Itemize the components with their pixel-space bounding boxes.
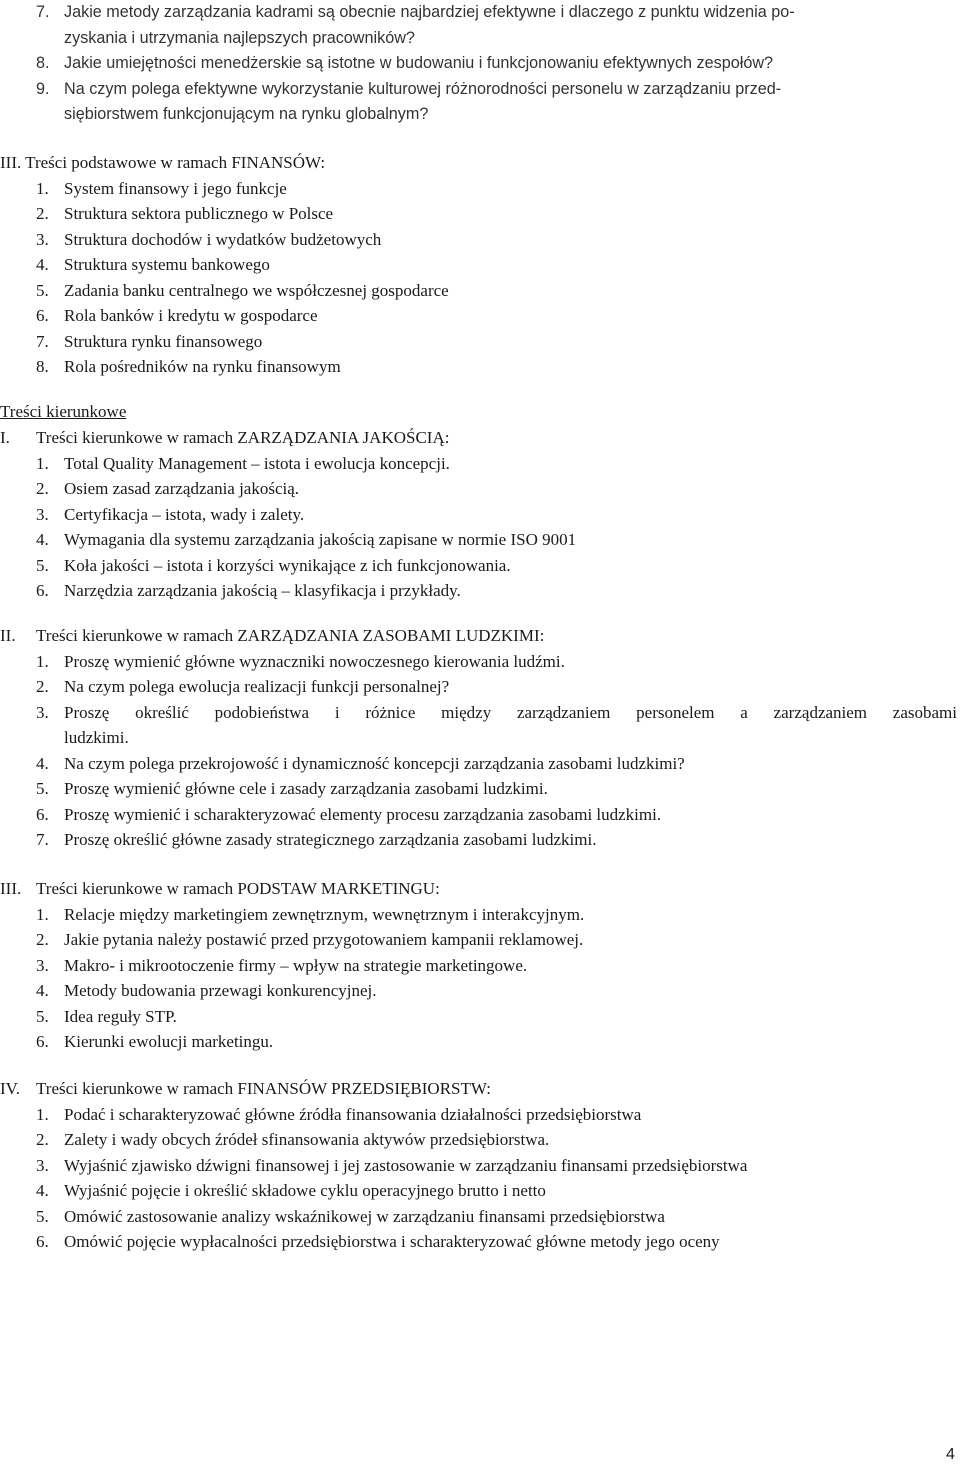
- list-item: [0, 953, 960, 979]
- item-text: Jakie pytania należy postawić przed przygotowaniem kampanii reklamowej.: [64, 930, 584, 949]
- list-item: [0, 1153, 960, 1179]
- list-item: [0, 502, 960, 528]
- list-item: [0, 252, 960, 278]
- item-number: 2.: [36, 204, 49, 223]
- item-number: 4.: [36, 981, 49, 1000]
- item-text: System finansowy i jego funkcje: [64, 178, 287, 198]
- list-item: [0, 751, 960, 777]
- list-item: [0, 802, 960, 828]
- list-item: [0, 227, 960, 253]
- section-heading: [0, 1076, 960, 1102]
- section-roman: I.: [0, 428, 10, 447]
- section-heading-text: Treści kierunkowe w ramach FINANSÓW PRZEDSIĘBIORSTW:: [36, 1079, 492, 1098]
- section-heading-text: Treści kierunkowe w ramach ZARZĄDZANIA ZASOBAMI LUDZKIMI:: [36, 626, 545, 645]
- item-text: Narzędzia zarządzania jakością – klasyfikacja i przykłady.: [64, 581, 461, 600]
- item-text: Jakie metody zarządzania kadrami są obecnie najbardziej efektywne i dlaczego z punktu widzenia po-: [64, 3, 795, 21]
- item-text: Omówić zastosowanie analizy wskaźnikowej w zarządzaniu finansami przedsiębiorstwa: [64, 1206, 665, 1226]
- list-item: [0, 1004, 960, 1030]
- item-number: 1.: [36, 651, 49, 671]
- item-number: 6.: [36, 581, 49, 600]
- item-number: 4.: [36, 255, 49, 274]
- item-number: 7.: [36, 331, 49, 351]
- list-item: [0, 902, 960, 928]
- list-item: [0, 451, 960, 477]
- section-heading: [0, 876, 960, 902]
- item-number: 5.: [36, 779, 49, 798]
- item-number: 4.: [36, 530, 49, 549]
- list-item: [0, 1204, 960, 1230]
- section-heading: [0, 150, 960, 176]
- item-number: 1.: [36, 453, 49, 473]
- list-item: [0, 476, 960, 502]
- item-number: 3.: [36, 702, 49, 722]
- page-number: 4: [946, 1446, 955, 1463]
- item-text: Metody budowania przewagi konkurencyjnej.: [64, 981, 377, 1000]
- item-text: Certyfikacja – istota, wady i zalety.: [64, 504, 305, 524]
- list-item: [0, 1102, 960, 1128]
- item-text: Zadania banku centralnego we współczesnej gospodarce: [64, 280, 449, 300]
- item-number: 9.: [36, 79, 50, 98]
- item-number: 7.: [36, 3, 50, 21]
- item-text: Struktura dochodów i wydatków budżetowych: [64, 229, 382, 249]
- item-text: Proszę wymienić główne wyznaczniki nowoczesnego kierowania ludźmi.: [64, 651, 565, 671]
- list-item-continuation: [0, 725, 960, 751]
- item-text: Podać i scharakteryzować główne źródła finansowania działalności przedsiębiorstwa: [64, 1104, 642, 1124]
- item-text: Proszę wymienić główne cele i zasady zarządzania zasobami ludzkimi.: [64, 779, 548, 798]
- item-text: Proszę wymienić i scharakteryzować elementy procesu zarządzania zasobami ludzkimi.: [64, 804, 662, 824]
- list-item: [0, 51, 960, 77]
- item-number: 5.: [36, 1006, 49, 1026]
- item-number: 6.: [36, 804, 49, 824]
- list-item-continuation: [0, 102, 960, 128]
- list-item: [0, 1229, 960, 1255]
- item-number: 2.: [36, 930, 49, 949]
- top-questions: [0, 0, 960, 128]
- item-number: 4.: [36, 1181, 49, 1200]
- section-marketing: [0, 876, 960, 1055]
- item-number: 2.: [36, 479, 49, 498]
- list-item-continuation: [0, 26, 960, 52]
- item-text: Rola pośredników na rynku finansowym: [64, 357, 341, 376]
- section-heading: [0, 425, 960, 451]
- list-item: [0, 1178, 960, 1204]
- item-number: 5.: [36, 1206, 49, 1226]
- list-item: [0, 303, 960, 329]
- item-number: 5.: [36, 280, 49, 300]
- section-heading-text: III. Treści podstawowe w ramach FINANSÓW:: [0, 153, 326, 172]
- list-item: [0, 1029, 960, 1055]
- item-text: zyskania i utrzymania najlepszych pracowników?: [64, 28, 415, 47]
- list-item: [0, 1127, 960, 1153]
- item-number: 1.: [36, 178, 49, 198]
- item-text: Proszę określić podobieństwa i różnice między zarządzaniem personelem a zarządzaniem zasobami: [64, 702, 957, 722]
- item-text: Na czym polega efektywne wykorzystanie kulturowej różnorodności personelu w zarządzaniu przed-: [64, 79, 782, 98]
- item-text: Idea reguły STP.: [64, 1006, 177, 1026]
- item-text: Osiem zasad zarządzania jakością.: [64, 479, 300, 498]
- item-text: Omówić pojęcie wypłacalności przedsiębiorstwa i scharakteryzować główne metody jego oceny: [64, 1232, 720, 1251]
- section-quality: [0, 425, 960, 604]
- item-text: Na czym polega ewolucja realizacji funkcji personalnej?: [64, 677, 450, 696]
- item-text: Proszę określić główne zasady strategicznego zarządzania zasobami ludzkimi.: [64, 830, 597, 849]
- list-item: [0, 776, 960, 802]
- list-item: [0, 0, 960, 26]
- item-number: 3.: [36, 229, 49, 249]
- item-number: 8.: [36, 357, 49, 376]
- item-text: Wymagania dla systemu zarządzania jakością zapisane w normie ISO 9001: [64, 530, 577, 549]
- list-item: [0, 700, 960, 726]
- item-text: siębiorstwem funkcjonującym na rynku globalnym?: [64, 105, 429, 123]
- item-text: Jakie umiejętności menedżerskie są istotne w budowaniu i funkcjonowaniu efektywnych zespołów?: [64, 54, 774, 72]
- item-text: Total Quality Management – istota i ewolucja koncepcji.: [64, 453, 450, 473]
- section-heading-text: Treści kierunkowe w ramach PODSTAW MARKETINGU:: [36, 879, 440, 898]
- item-number: 7.: [36, 830, 49, 849]
- item-number: 8.: [36, 54, 50, 72]
- list-item: [0, 827, 960, 853]
- item-text: Struktura rynku finansowego: [64, 331, 263, 351]
- item-number: 3.: [36, 1155, 49, 1175]
- list-item: [0, 354, 960, 380]
- item-text: Rola banków i kredytu w gospodarce: [64, 306, 318, 325]
- item-number: 4.: [36, 753, 49, 773]
- list-item: [0, 527, 960, 553]
- section-roman: III.: [0, 879, 22, 898]
- section-corporate-finance: [0, 1076, 960, 1255]
- item-number: 3.: [36, 955, 49, 975]
- item-number: 2.: [36, 677, 49, 696]
- section-hr: [0, 623, 960, 853]
- list-item: [0, 176, 960, 202]
- section-roman: IV.: [0, 1079, 20, 1098]
- item-text: Zalety i wady obcych źródeł sfinansowania aktywów przedsiębiorstwa.: [64, 1130, 550, 1149]
- list-item: [0, 674, 960, 700]
- item-text: ludzkimi.: [64, 728, 129, 747]
- section-heading-text: Treści kierunkowe w ramach ZARZĄDZANIA JAKOŚCIĄ:: [36, 428, 450, 447]
- item-text: Wyjaśnić zjawisko dźwigni finansowej i jej zastosowanie w zarządzaniu finansami przedsiębiorstwa: [64, 1155, 748, 1175]
- list-item: [0, 77, 960, 103]
- item-text: Kierunki ewolucji marketingu.: [64, 1032, 274, 1051]
- item-text: Wyjaśnić pojęcie i określić składowe cyklu operacyjnego brutto i netto: [64, 1181, 546, 1200]
- kierunkowe-title-block: [0, 399, 960, 425]
- item-text: Na czym polega przekrojowość i dynamiczność koncepcji zarządzania zasobami ludzkimi?: [64, 753, 685, 773]
- item-text: Struktura systemu bankowego: [64, 255, 270, 274]
- item-text: Koła jakości – istota i korzyści wynikające z ich funkcjonowania.: [64, 555, 511, 575]
- section-heading: [0, 623, 960, 649]
- section-roman: II.: [0, 626, 16, 645]
- item-text: Relacje między marketingiem zewnętrznym, wewnętrznym i interakcyjnym.: [64, 904, 585, 924]
- subsection-title-text: Treści kierunkowe: [0, 402, 127, 421]
- item-number: 6.: [36, 1232, 49, 1251]
- list-item: [0, 278, 960, 304]
- list-item: [0, 578, 960, 604]
- list-item: [0, 329, 960, 355]
- list-item: [0, 927, 960, 953]
- list-item: [0, 649, 960, 675]
- list-item: [0, 201, 960, 227]
- item-number: 1.: [36, 1104, 49, 1124]
- item-text: Makro- i mikrootoczenie firmy – wpływ na strategie marketingowe.: [64, 955, 528, 975]
- item-number: 2.: [36, 1130, 49, 1149]
- subsection-title: [0, 399, 960, 425]
- list-item: [0, 553, 960, 579]
- list-item: [0, 978, 960, 1004]
- item-number: 3.: [36, 504, 49, 524]
- item-number: 1.: [36, 904, 49, 924]
- item-number: 5.: [36, 555, 49, 575]
- finanse-section: [0, 150, 960, 380]
- item-text: Struktura sektora publicznego w Polsce: [64, 204, 334, 223]
- item-number: 6.: [36, 306, 49, 325]
- item-number: 6.: [36, 1032, 49, 1051]
